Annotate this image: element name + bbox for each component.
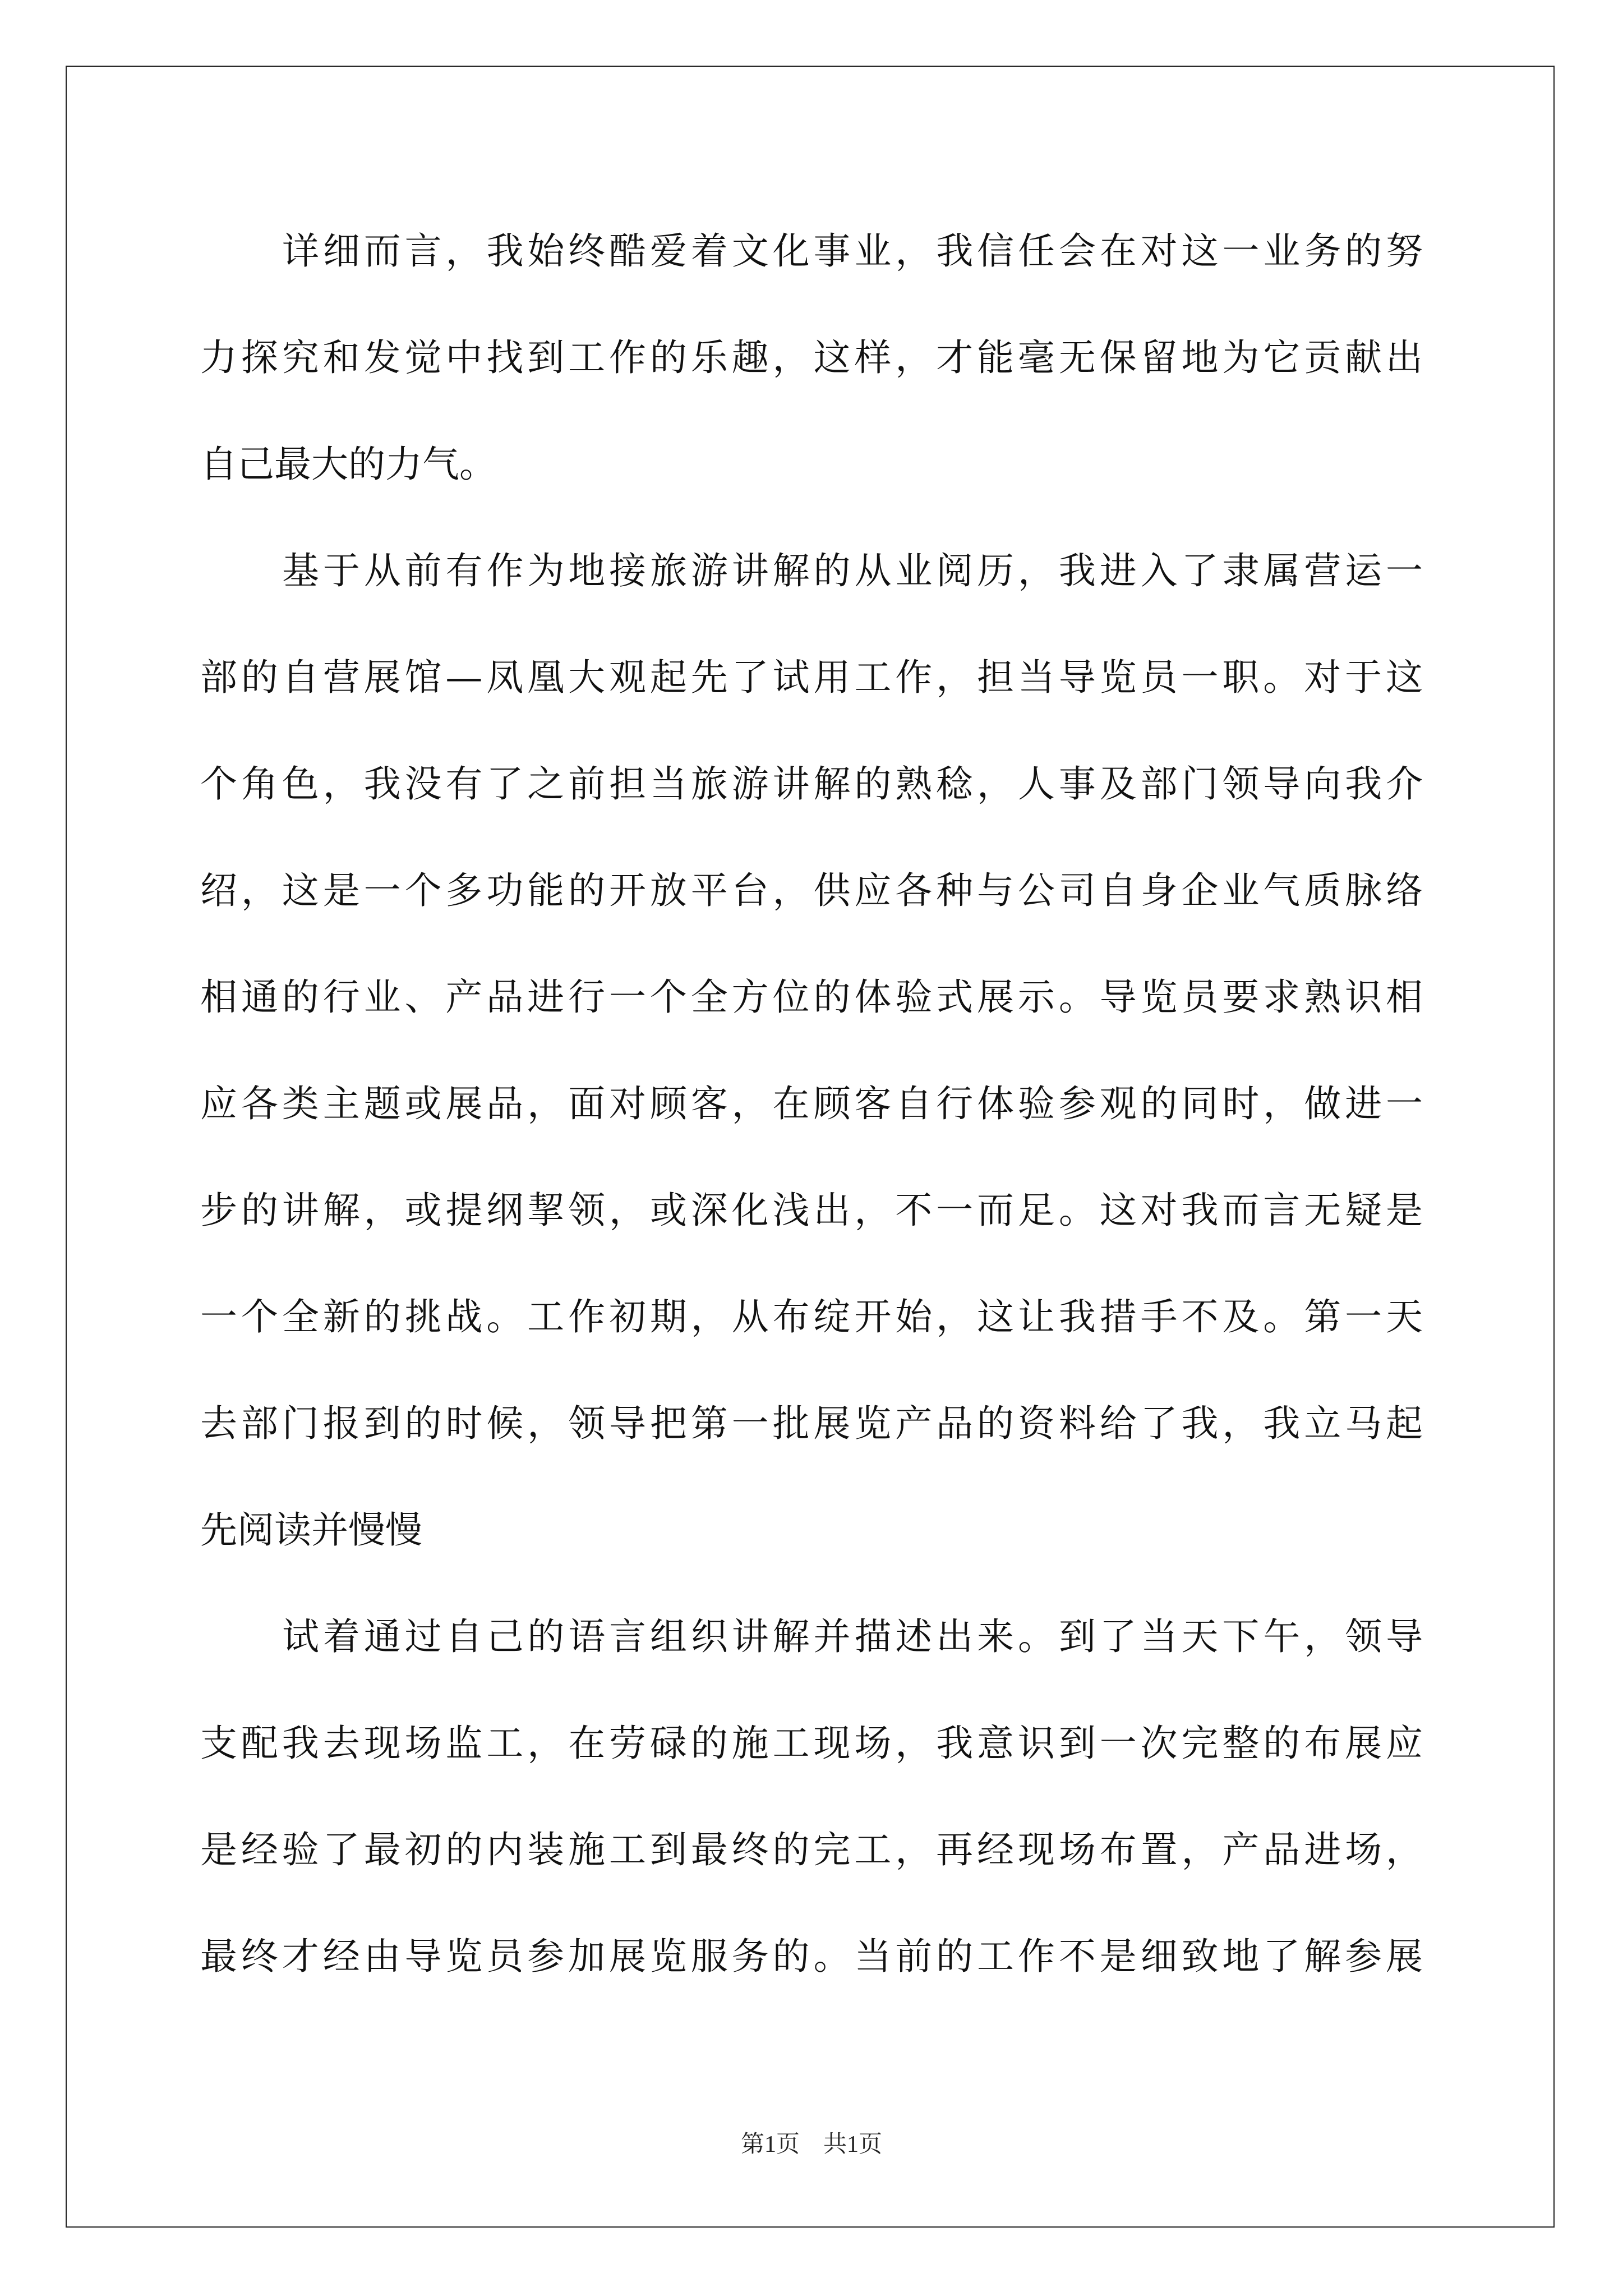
paragraph-line: 是经验了最初的内装施工到最终的完工，再经现场布置，产品进场， [200, 1828, 1423, 1871]
paragraph-line: 自己最大的力气。 [200, 443, 496, 486]
paragraph [200, 198, 1423, 518]
paragraph-line: 去部门报到的时候，领导把第一批展览产品的资料给了我，我立马起 [200, 1402, 1423, 1445]
paragraph-line: 试着通过自己的语言组织讲解并描述出来。到了当天下午，领导 [282, 1615, 1423, 1658]
page-footer: 第1页 共1页 [740, 2132, 882, 2157]
paragraph-line: 详细而言，我始终酷爱着文化事业，我信任会在对这一业务的努 [282, 229, 1423, 273]
paragraph-line: 先阅读并慢慢 [200, 1508, 422, 1552]
paragraph-line: 基于从前有作为地接旅游讲解的从业阅历，我进入了隶属营运一 [282, 549, 1423, 592]
paragraph-line: 应各类主题或展品，面对顾客，在顾客自行体验参观的同时，做进一 [200, 1082, 1423, 1125]
paragraph-line: 步的讲解，或提纲挈领，或深化浅出，不一而足。这对我而言无疑是 [200, 1189, 1423, 1232]
document-body [200, 198, 1423, 2010]
paragraph-line: 最终才经由导览员参加展览服务的。当前的工作不是细致地了解参展 [200, 1935, 1423, 1978]
paragraph-line: 绍，这是一个多功能的开放平台，供应各种与公司自身企业气质脉络 [200, 869, 1423, 912]
paragraph-line: 支配我去现场监工，在劳碌的施工现场，我意识到一次完整的布展应 [200, 1722, 1423, 1765]
paragraph-line: 部的自营展馆—凤凰大观起先了试用工作，担当导览员一职。对于这 [200, 656, 1423, 699]
paragraph [200, 518, 1423, 1584]
paragraph-line: 相通的行业、产品进行一个全方位的体验式展示。导览员要求熟识相 [200, 976, 1423, 1019]
paragraph-line: 力探究和发觉中找到工作的乐趣，这样，才能毫无保留地为它贡献出 [200, 336, 1423, 379]
paragraph-line: 一个全新的挑战。工作初期，从布绽开始，这让我措手不及。第一天 [200, 1295, 1423, 1338]
paragraph-line: 个角色，我没有了之前担当旅游讲解的熟稔，人事及部门领导向我介 [200, 762, 1423, 806]
paragraph [200, 1584, 1423, 2010]
